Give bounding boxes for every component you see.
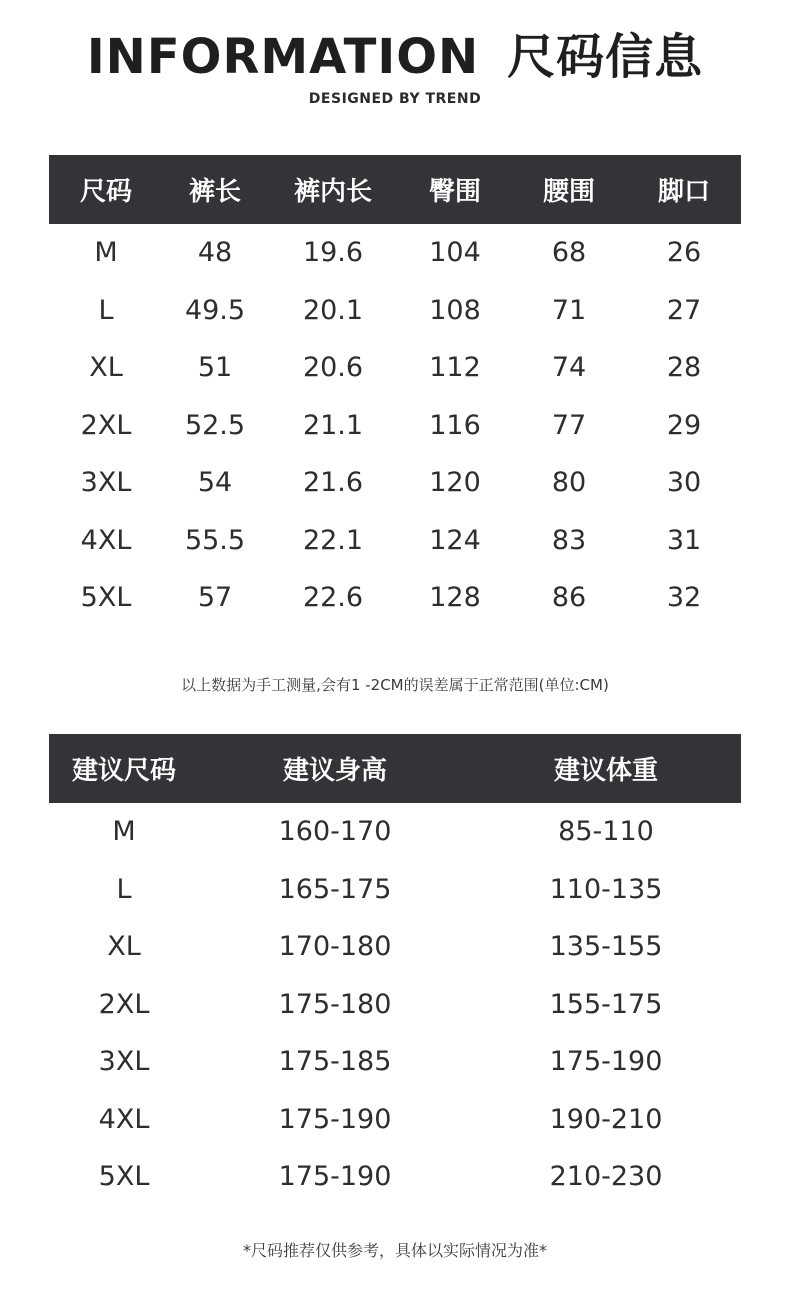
header-waist: 腰围: [542, 177, 595, 207]
table-row: [49, 339, 741, 397]
table-cell: 26: [666, 237, 702, 269]
table-cell: 4XL: [80, 524, 132, 556]
table-cell: 21.1: [302, 409, 364, 441]
table-cell: 160-170: [278, 816, 392, 848]
table-cell: 52.5: [184, 409, 246, 441]
table-cell: 20.1: [302, 294, 364, 326]
table-cell: 170-180: [278, 931, 392, 963]
table-cell: 5XL: [80, 582, 132, 614]
table-cell: 48: [197, 237, 233, 269]
header-recommended-height: 建议身高: [282, 756, 387, 786]
table-cell: 120: [429, 467, 481, 499]
table-cell: XL: [89, 352, 123, 384]
table-cell: 20.6: [302, 352, 364, 384]
table-cell: 135-155: [549, 931, 663, 963]
table-cell: 32: [666, 582, 702, 614]
title-cn: 尺码信息: [507, 29, 704, 85]
table-cell: 175-185: [278, 1046, 392, 1078]
table-cell: M: [112, 816, 136, 848]
table-row: [49, 918, 741, 976]
header-leg-opening: 脚口: [657, 177, 710, 207]
table-row: [49, 1148, 741, 1206]
header-size: 尺码: [79, 177, 132, 207]
table-row: [49, 512, 741, 570]
table-cell: 110-135: [549, 873, 663, 905]
table-cell: 124: [429, 524, 481, 556]
header-recommended-weight: 建议体重: [553, 756, 658, 786]
table-row: [49, 976, 741, 1034]
table-cell: 28: [666, 352, 702, 384]
table-row: [49, 397, 741, 455]
table-cell: 77: [551, 409, 587, 441]
table-cell: 175-180: [278, 988, 392, 1020]
table-cell: 86: [551, 582, 587, 614]
table-cell: 71: [551, 294, 587, 326]
title-en: INFORMATION: [86, 29, 480, 85]
table-cell: 3XL: [98, 1046, 150, 1078]
table-cell: 55.5: [184, 524, 246, 556]
table-cell: L: [116, 873, 132, 905]
table-cell: 2XL: [98, 988, 150, 1020]
header-pants-length: 裤长: [188, 177, 241, 207]
table-row: [49, 224, 741, 282]
table-row: [49, 1033, 741, 1091]
table-cell: 49.5: [184, 294, 246, 326]
table-cell: M: [94, 237, 118, 269]
table-cell: 2XL: [80, 409, 132, 441]
table-cell: 22.6: [302, 582, 364, 614]
table-row: [49, 861, 741, 919]
table-cell: 116: [429, 409, 481, 441]
table-cell: L: [98, 294, 114, 326]
table-cell: 74: [551, 352, 587, 384]
table-cell: 51: [197, 352, 233, 384]
table-row: [49, 1091, 741, 1149]
table-cell: 104: [429, 237, 481, 269]
header-recommended-size: 建议尺码: [71, 756, 176, 786]
header-inseam: 裤内长: [293, 177, 372, 207]
table-cell: 165-175: [278, 873, 392, 905]
table-cell: 31: [666, 524, 702, 556]
table-cell: 190-210: [549, 1103, 663, 1135]
header-hip: 臀围: [428, 177, 481, 207]
table-cell: 30: [666, 467, 702, 499]
table-cell: 108: [429, 294, 481, 326]
table-header: [49, 155, 741, 224]
size-measurement-table: [49, 155, 741, 627]
table-cell: 175-190: [278, 1161, 392, 1193]
table-cell: 210-230: [549, 1161, 663, 1193]
table-cell: 3XL: [80, 467, 132, 499]
table-cell: 29: [666, 409, 702, 441]
table-cell: 4XL: [98, 1103, 150, 1135]
measurement-note: 以上数据为手工测量,会有1 -2CM的误差属于正常范围(单位:CM): [181, 676, 609, 694]
table-cell: 175-190: [549, 1046, 663, 1078]
page-title: [0, 18, 790, 87]
table-cell: 5XL: [98, 1161, 150, 1193]
table-cell: 22.1: [302, 524, 364, 556]
table-row: [49, 454, 741, 512]
table-cell: 54: [197, 467, 233, 499]
table-cell: 85-110: [558, 816, 654, 848]
table-cell: 19.6: [302, 237, 364, 269]
table-cell: 83: [551, 524, 587, 556]
recommendation-note: *尺码推荐仅供参考，具体以实际情况为准*: [242, 1241, 547, 1260]
table-header: [49, 734, 741, 803]
page-subtitle: DESIGNED BY TREND: [308, 91, 482, 107]
table-cell: 27: [666, 294, 702, 326]
table-row: [49, 803, 741, 861]
table-cell: 68: [551, 237, 587, 269]
table-row: [49, 569, 741, 627]
table-cell: 80: [551, 467, 587, 499]
table-cell: 128: [429, 582, 481, 614]
table-cell: 155-175: [549, 988, 663, 1020]
table-cell: XL: [107, 931, 141, 963]
table-row: [49, 282, 741, 340]
table-cell: 21.6: [302, 467, 364, 499]
size-recommendation-table: [49, 734, 741, 1206]
table-cell: 112: [429, 352, 481, 384]
table-cell: 57: [197, 582, 233, 614]
table-cell: 175-190: [278, 1103, 392, 1135]
